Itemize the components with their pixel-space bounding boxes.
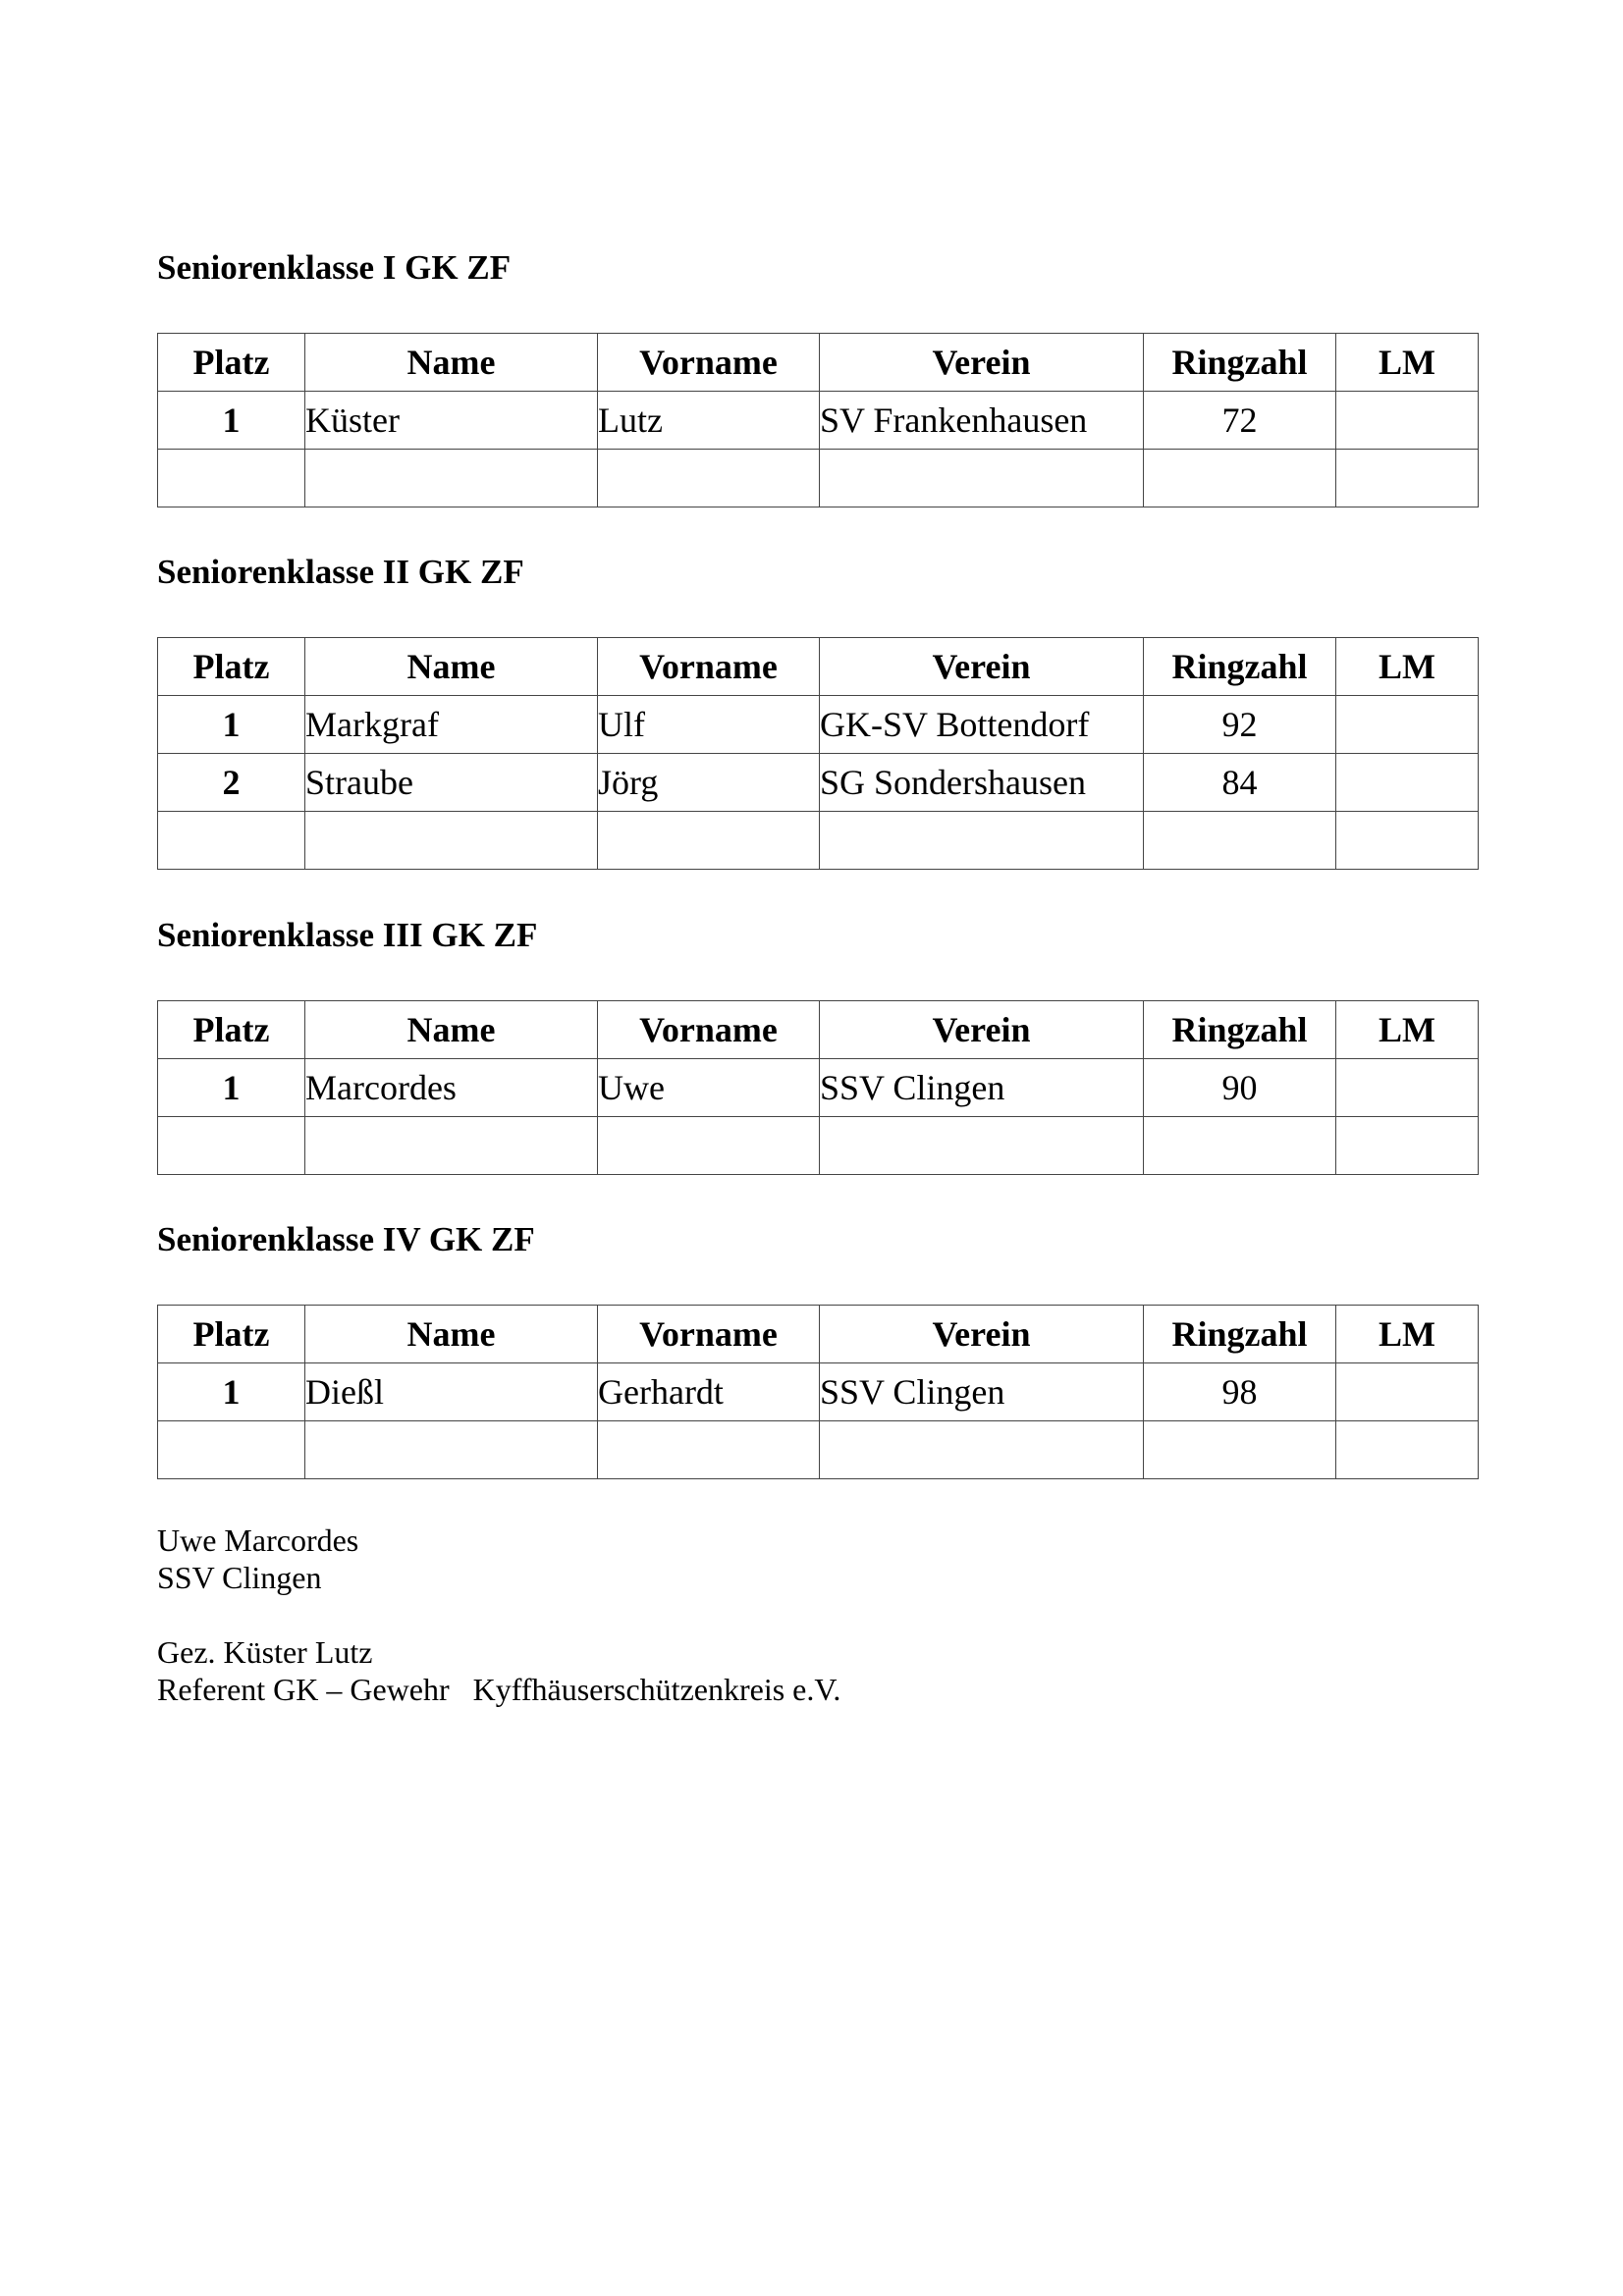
cell-vorname: Jörg — [598, 754, 820, 812]
header-name: Name — [305, 638, 598, 696]
cell-verein — [820, 450, 1144, 507]
cell-verein: SSV Clingen — [820, 1363, 1144, 1421]
cell-ringzahl: 72 — [1144, 392, 1336, 450]
cell-lm — [1336, 812, 1479, 870]
header-ringzahl: Ringzahl — [1144, 638, 1336, 696]
section-title: Seniorenklasse II GK ZF — [157, 553, 524, 591]
cell-ringzahl: 90 — [1144, 1059, 1336, 1117]
section-2 — [157, 553, 1478, 802]
results-table — [157, 1305, 1479, 1479]
cell-vorname: Gerhardt — [598, 1363, 820, 1421]
author-name: Uwe Marcordes — [157, 1522, 359, 1558]
cell-name — [305, 450, 598, 507]
cell-platz: 1 — [158, 1059, 305, 1117]
header-ringzahl: Ringzahl — [1144, 334, 1336, 392]
section-title: Seniorenklasse IV GK ZF — [157, 1220, 535, 1258]
cell-name — [305, 1421, 598, 1479]
cell-name — [305, 812, 598, 870]
header-vorname: Vorname — [598, 334, 820, 392]
cell-lm — [1336, 696, 1479, 754]
cell-verein — [820, 1117, 1144, 1175]
cell-lm — [1336, 450, 1479, 507]
results-table — [157, 1000, 1479, 1175]
header-name: Name — [305, 334, 598, 392]
cell-ringzahl: 98 — [1144, 1363, 1336, 1421]
cell-platz: 1 — [158, 392, 305, 450]
table-row — [158, 696, 1479, 754]
cell-name: Markgraf — [305, 696, 598, 754]
cell-vorname — [598, 450, 820, 507]
header-platz: Platz — [158, 334, 305, 392]
cell-name: Dießl — [305, 1363, 598, 1421]
header-lm: LM — [1336, 1306, 1479, 1363]
cell-verein — [820, 812, 1144, 870]
section-title: Seniorenklasse III GK ZF — [157, 916, 538, 954]
table-header-row — [158, 638, 1479, 696]
cell-verein — [820, 1421, 1144, 1479]
cell-platz — [158, 450, 305, 507]
cell-ringzahl — [1144, 450, 1336, 507]
header-vorname: Vorname — [598, 638, 820, 696]
cell-platz: 1 — [158, 1363, 305, 1421]
cell-lm — [1336, 1059, 1479, 1117]
cell-verein: GK-SV Bottendorf — [820, 696, 1144, 754]
table-row — [158, 450, 1479, 507]
cell-vorname — [598, 1421, 820, 1479]
cell-lm — [1336, 1117, 1479, 1175]
table-row — [158, 1421, 1479, 1479]
cell-name: Straube — [305, 754, 598, 812]
table-header-row — [158, 1306, 1479, 1363]
author-club: SSV Clingen — [157, 1560, 322, 1595]
footer-signature — [157, 1522, 840, 1708]
cell-lm — [1336, 754, 1479, 812]
cell-platz — [158, 1421, 305, 1479]
header-platz: Platz — [158, 638, 305, 696]
cell-name: Marcordes — [305, 1059, 598, 1117]
header-name: Name — [305, 1306, 598, 1363]
table-header-row — [158, 334, 1479, 392]
cell-vorname: Lutz — [598, 392, 820, 450]
table-row — [158, 1059, 1479, 1117]
header-verein: Verein — [820, 1001, 1144, 1059]
cell-vorname: Ulf — [598, 696, 820, 754]
cell-ringzahl — [1144, 1421, 1336, 1479]
cell-vorname — [598, 1117, 820, 1175]
header-lm: LM — [1336, 638, 1479, 696]
table-row — [158, 1117, 1479, 1175]
cell-vorname — [598, 812, 820, 870]
header-verein: Verein — [820, 1306, 1144, 1363]
cell-ringzahl — [1144, 812, 1336, 870]
header-name: Name — [305, 1001, 598, 1059]
cell-vorname: Uwe — [598, 1059, 820, 1117]
cell-name — [305, 1117, 598, 1175]
header-verein: Verein — [820, 334, 1144, 392]
cell-verein: SSV Clingen — [820, 1059, 1144, 1117]
header-lm: LM — [1336, 1001, 1479, 1059]
results-table — [157, 637, 1479, 870]
signer-role: Referent GK – Gewehr Kyffhäuserschützenkreis e.V. — [157, 1672, 841, 1707]
cell-name: Küster — [305, 392, 598, 450]
table-row — [158, 812, 1479, 870]
header-vorname: Vorname — [598, 1001, 820, 1059]
cell-lm — [1336, 392, 1479, 450]
table-row — [158, 392, 1479, 450]
results-table — [157, 333, 1479, 507]
header-verein: Verein — [820, 638, 1144, 696]
cell-ringzahl: 92 — [1144, 696, 1336, 754]
header-ringzahl: Ringzahl — [1144, 1306, 1336, 1363]
section-1 — [157, 248, 1478, 440]
table-row — [158, 754, 1479, 812]
cell-verein: SV Frankenhausen — [820, 392, 1144, 450]
header-platz: Platz — [158, 1306, 305, 1363]
table-header-row — [158, 1001, 1479, 1059]
cell-platz — [158, 1117, 305, 1175]
table-row — [158, 1363, 1479, 1421]
cell-platz: 1 — [158, 696, 305, 754]
cell-ringzahl: 84 — [1144, 754, 1336, 812]
cell-platz — [158, 812, 305, 870]
section-4 — [157, 1220, 1478, 1412]
signed-by: Gez. Küster Lutz — [157, 1634, 373, 1670]
section-3 — [157, 916, 1478, 1107]
cell-platz: 2 — [158, 754, 305, 812]
header-lm: LM — [1336, 334, 1479, 392]
header-ringzahl: Ringzahl — [1144, 1001, 1336, 1059]
cell-verein: SG Sondershausen — [820, 754, 1144, 812]
cell-lm — [1336, 1421, 1479, 1479]
header-vorname: Vorname — [598, 1306, 820, 1363]
header-platz: Platz — [158, 1001, 305, 1059]
cell-ringzahl — [1144, 1117, 1336, 1175]
cell-lm — [1336, 1363, 1479, 1421]
section-title: Seniorenklasse I GK ZF — [157, 248, 512, 287]
